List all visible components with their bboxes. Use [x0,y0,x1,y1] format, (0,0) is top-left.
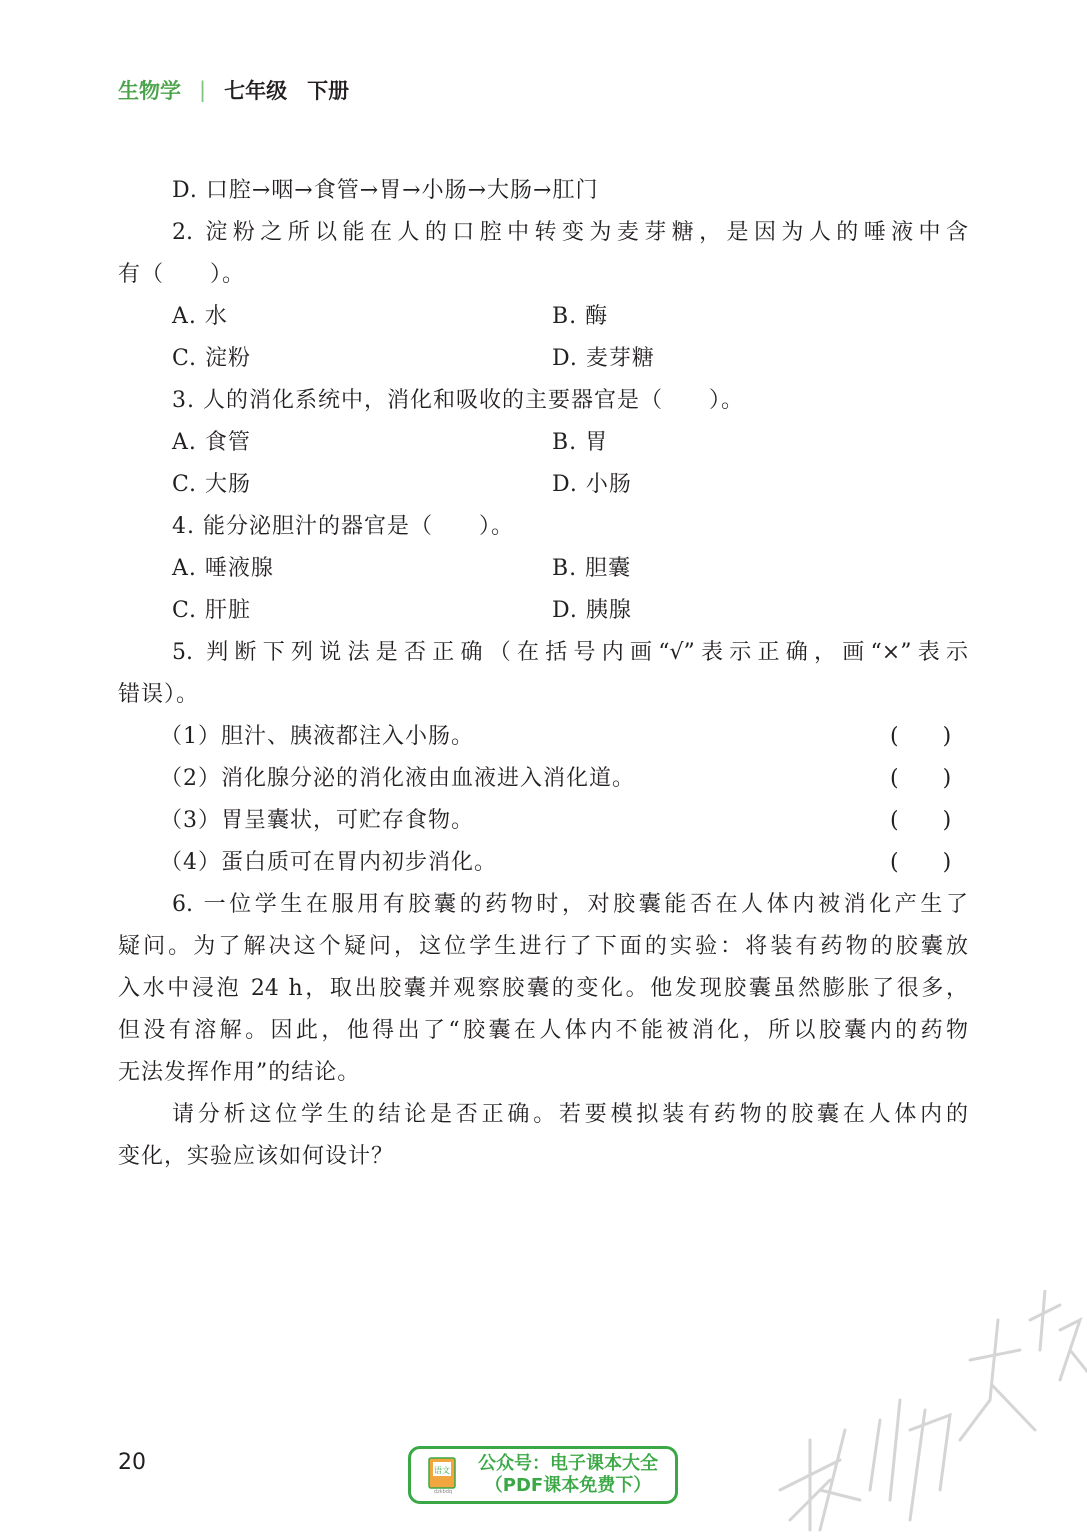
q6-line-1: 6. 一位学生在服用有胶囊的药物时，对胶囊能否在人体内被消化产生了 [172,892,968,917]
q3-stem: 3. 人的消化系统中，消化和吸收的主要器官是（ ）。 [172,388,744,413]
q3-option-c: C. 大肠 [172,472,252,497]
q5-item-3: （3）胃呈囊状，可贮存食物。 [160,808,474,833]
grade-label: 七年级 [224,79,288,103]
badge-line-2: （PDF课本免费下） [484,1475,652,1496]
q1-option-d: D. 口腔→咽→食管→胃→小肠→大肠→肛门 [172,178,599,203]
q2-option-d: D. 麦芽糖 [552,346,655,371]
q6-line-4: 但没有溶解。因此，他得出了“胶囊在人体内不能被消化，所以胶囊内的药物 [118,1018,968,1043]
q6-line-5: 无法发挥作用”的结论。 [118,1060,361,1085]
q5-item-4: （4）蛋白质可在胃内初步消化。 [160,850,497,875]
book-icon-text: 语文 [434,1466,450,1475]
q2-stem-line2: 有（ ）。 [118,262,246,287]
badge-line-1: 公众号：电子课本大全 [478,1453,658,1474]
publisher-watermark [760,1290,1087,1540]
q6-line-3: 入水中浸泡 24 h，取出胶囊并观察胶囊的变化。他发现胶囊虽然膨胀了很多， [118,976,968,1001]
q5-answer-blank-3: ( ) [890,808,952,833]
subject-label: 生物学 [118,79,181,103]
q5-answer-blank-2: ( ) [890,766,952,791]
q5-answer-blank-1: ( ) [890,724,952,749]
q5-stem-line2: 错误）。 [118,682,200,707]
book-icon [427,1456,461,1494]
q4-option-a: A. 唾液腺 [172,556,274,581]
q4-stem: 4. 能分泌胆汁的器官是（ ）。 [172,514,514,539]
q4-option-b: B. 胆囊 [552,556,632,581]
q2-option-b: B. 酶 [552,304,609,329]
header-separator: | [199,78,207,102]
term-label: 下册 [307,79,350,103]
wechat-badge [408,1446,678,1504]
q4-option-c: C. 肝脏 [172,598,252,623]
q5-item-2: （2）消化腺分泌的消化液由血液进入消化道。 [160,766,635,791]
q5-item-1: （1）胆汁、胰液都注入小肠。 [160,724,474,749]
q6-line-2: 疑问。为了解决这个疑问，这位学生进行了下面的实验：将装有药物的胶囊放 [118,934,968,959]
q5-answer-blank-4: ( ) [890,850,952,875]
q2-option-c: C. 淀粉 [172,346,252,371]
q2-stem-line1: 2. 淀粉之所以能在人的口腔中转变为麦芽糖，是因为人的唾液中含 [172,220,968,245]
badge-text [461,1453,675,1497]
q5-stem-line1: 5. 判断下列说法是否正确（在括号内画“√”表示正确，画“×”表示 [172,640,968,665]
q2-option-a: A. 水 [172,304,228,329]
page-number: 20 [118,1450,146,1475]
book-icon-caption: dzkbdq [433,1489,453,1494]
q4-option-d: D. 胰腺 [552,598,632,623]
q3-option-b: B. 胃 [552,430,609,455]
q6-para2-line2: 变化，实验应该如何设计？ [118,1144,395,1169]
q3-option-d: D. 小肠 [552,472,632,497]
q6-para2-line1: 请分析这位学生的结论是否正确。若要模拟装有药物的胶囊在人体内的 [172,1102,968,1127]
page-header [118,74,349,106]
q3-option-a: A. 食管 [172,430,251,455]
